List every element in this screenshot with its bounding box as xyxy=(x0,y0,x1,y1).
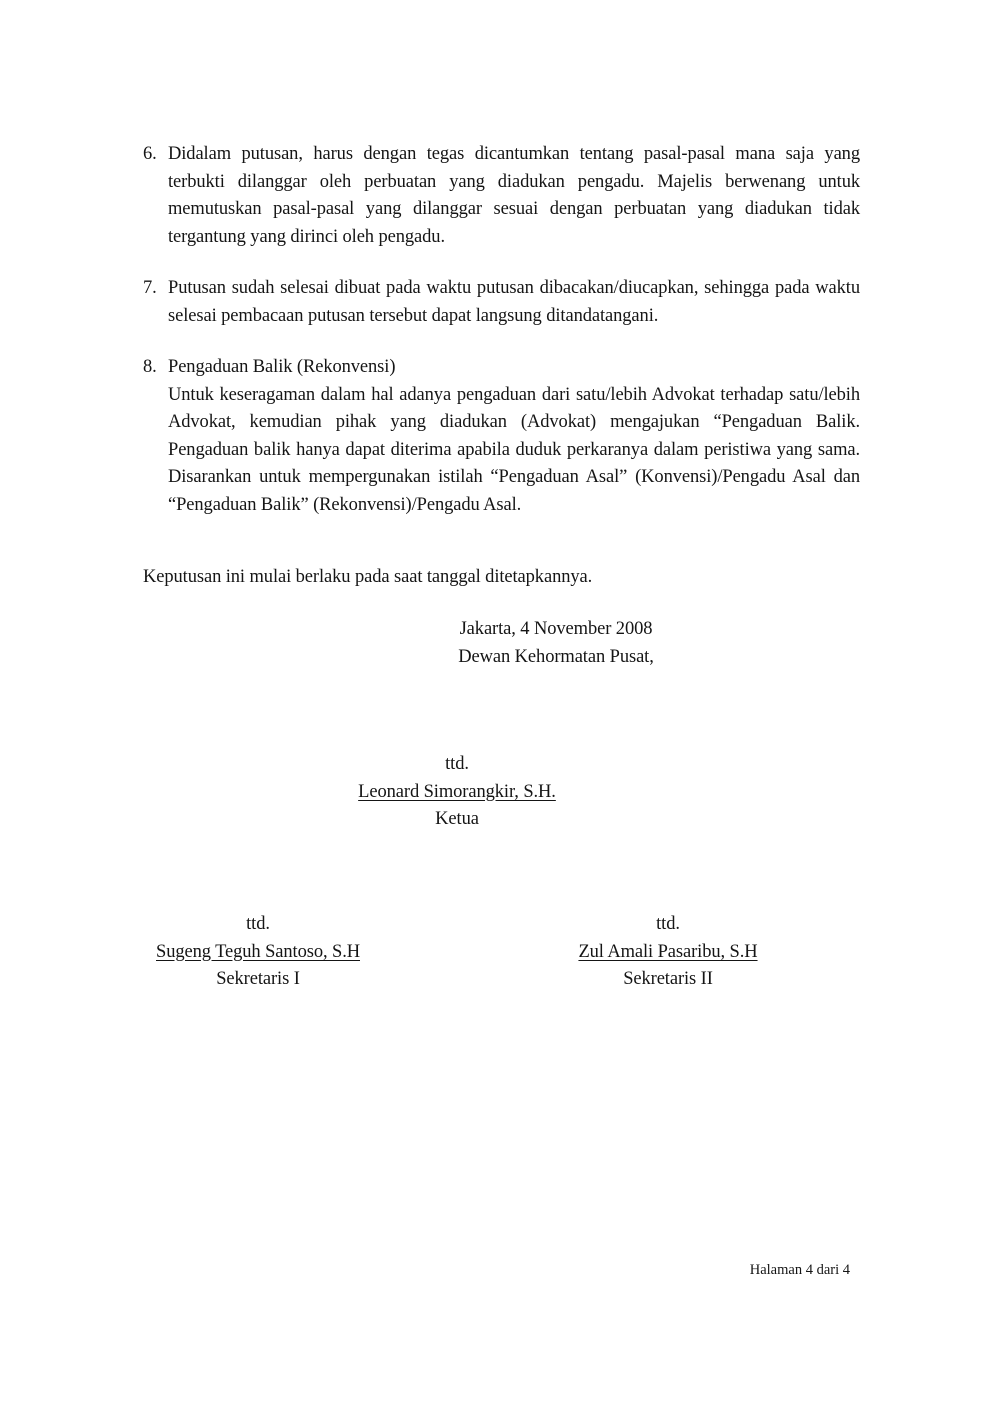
secretary-2-title: Sekretaris II xyxy=(623,969,713,989)
secretary-1-title: Sekretaris I xyxy=(216,969,300,989)
organization-line: Dewan Kehormatan Pusat, xyxy=(458,646,654,667)
list-item-8 xyxy=(143,354,860,519)
list-item-6 xyxy=(143,141,860,251)
secretary-2-ttd: ttd. xyxy=(656,914,680,934)
item-7-number: 7. xyxy=(143,278,157,298)
signature-secretary-1 xyxy=(58,911,458,994)
page-number-label: Halaman 4 dari 4 xyxy=(749,1262,850,1278)
signature-secretary-2 xyxy=(468,911,868,994)
chairman-title: Ketua xyxy=(435,809,479,829)
item-7-text: Putusan sudah selesai dibuat pada waktu putusan dibacakan/diucapkan, sehingga pada waktu selesai pembacaan putusan tersebut dapat langsung ditandatangani. xyxy=(168,278,860,326)
chairman-ttd: ttd. xyxy=(445,754,469,774)
chairman-name: Leonard Simorangkir, S.H. xyxy=(358,781,556,802)
item-6-number: 6. xyxy=(143,144,157,164)
item-8-text: Untuk keseragaman dalam hal adanya pengaduan dari satu/lebih Advokat terhadap satu/lebih Advokat, kemudian pihak yang diadukan (Advokat) mengajukan “Pengaduan Balik. Pengaduan balik hanya dapat diterima apabila duduk perkaranya dalam peristiwa yang sama. Disarankan untuk mempergunakan istilah “Pengaduan Asal” (Konvensi)/Pengadu Asal dan “Pengaduan Balik” (Rekonvensi)/Pengadu Asal. xyxy=(168,384,860,515)
secretary-1-name: Sugeng Teguh Santoso, S.H xyxy=(156,941,360,962)
secretary-1-ttd: ttd. xyxy=(246,914,270,934)
signoff-block xyxy=(356,616,756,671)
item-8-heading: Pengaduan Balik (Rekonvensi) xyxy=(168,357,396,377)
item-8-number: 8. xyxy=(143,357,157,377)
closing-statement: Keputusan ini mulai berlaku pada saat tanggal ditetapkannya. xyxy=(143,567,593,587)
list-item-7 xyxy=(143,275,860,330)
item-6-text: Didalam putusan, harus dengan tegas dicantumkan tentang pasal-pasal mana saja yang terbukti dilanggar oleh perbuatan yang diadukan pengadu. Majelis berwenang untuk memutuskan pasal-pasal yang dilanggar sesuai dengan perbuatan yang diadukan tidak tergantung yang dirinci oleh pengadu. xyxy=(168,144,860,247)
signature-chairman xyxy=(257,751,657,834)
secretary-2-name: Zul Amali Pasaribu, S.H xyxy=(578,941,758,962)
place-date-line: Jakarta, 4 November 2008 xyxy=(459,619,653,639)
